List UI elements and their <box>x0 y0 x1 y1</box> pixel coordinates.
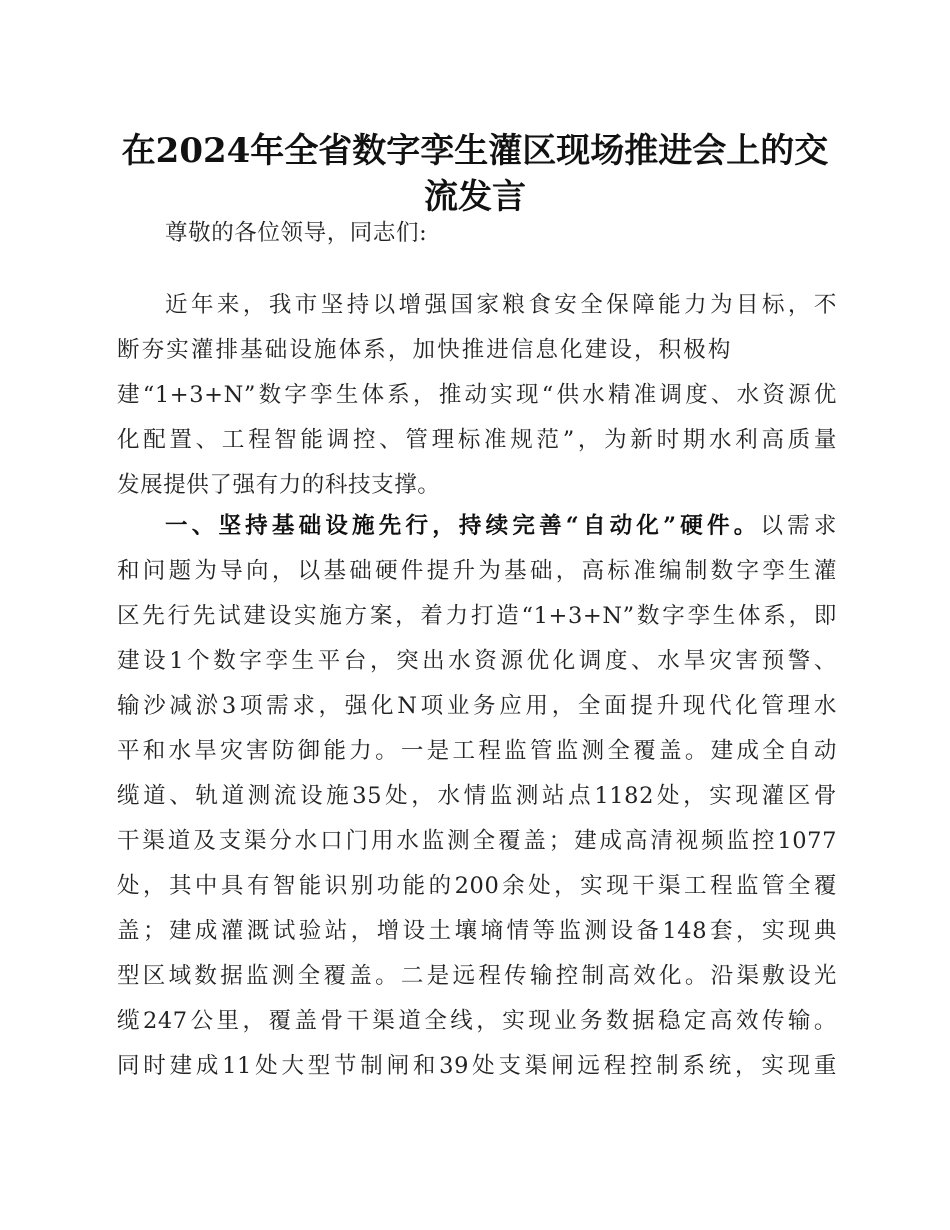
para2-line-13: 同时建成11处大型节制闸和39处支渠闸远程控制系统，实现重 <box>117 1053 837 1079</box>
para2-line-10: 盖；建成灌溉试验站，增设土壤墒情等监测设备148套，实现典 <box>117 918 837 944</box>
para2-line-7: 缆道、轨道测流设施35处，水情监测站点1182处，实现灌区骨 <box>117 783 837 809</box>
title-line-2: 流发言 <box>424 177 526 217</box>
para2-line-4: 建设1个数字孪生平台，突出水资源优化调度、水旱灾害预警、 <box>117 648 837 674</box>
para1-line-2: 断夯实灌排基础设施体系，加快推进信息化建设，积极构 <box>117 337 731 363</box>
para1-line-1: 近年来，我市坚持以增强国家粮食安全保障能力为目标，不 <box>165 292 837 318</box>
section-heading: 一、坚持基础设施先行，持续完善“自动化”硬件。 <box>165 513 761 539</box>
para1-line-4: 化配置、工程智能调控、管理标准规范”，为新时期水利高质量 <box>117 427 837 453</box>
para2-line-1-rest: 以需求 <box>760 513 837 539</box>
para2-line-2: 和问题为导向，以基础硬件提升为基础，高标准编制数字孪生灌 <box>117 558 837 584</box>
title-line-1: 在2024年全省数字孪生灌区现场推进会上的交 <box>121 131 829 171</box>
salutation: 尊敬的各位领导，同志们: <box>165 220 428 246</box>
para2-line-6: 平和水旱灾害防御能力。一是工程监管监测全覆盖。建成全自动 <box>117 738 837 764</box>
para2-line-11: 型区域数据监测全覆盖。二是远程传输控制高效化。沿渠敷设光 <box>117 963 837 989</box>
para2-line-5: 输沙减淤3项需求，强化N项业务应用，全面提升现代化管理水 <box>117 693 837 719</box>
para2-line-8: 干渠道及支渠分水口门用水监测全覆盖；建成高清视频监控1077 <box>117 828 837 854</box>
para2-line-9: 处，其中具有智能识别功能的200余处，实现干渠工程监管全覆 <box>117 873 837 899</box>
para1-line-3: 建“1+3+N”数字孪生体系，推动实现“供水精准调度、水资源优 <box>117 382 837 408</box>
document-title <box>100 128 850 220</box>
para2-line-1 <box>117 511 837 541</box>
para1-line-5: 发展提供了强有力的科技支撑。 <box>117 472 441 498</box>
para2-line-3: 区先行先试建设实施方案，着力打造“1+3+N”数字孪生体系，即 <box>117 603 837 629</box>
para2-line-12: 缆247公里，覆盖骨干渠道全线，实现业务数据稳定高效传输。 <box>117 1008 837 1034</box>
